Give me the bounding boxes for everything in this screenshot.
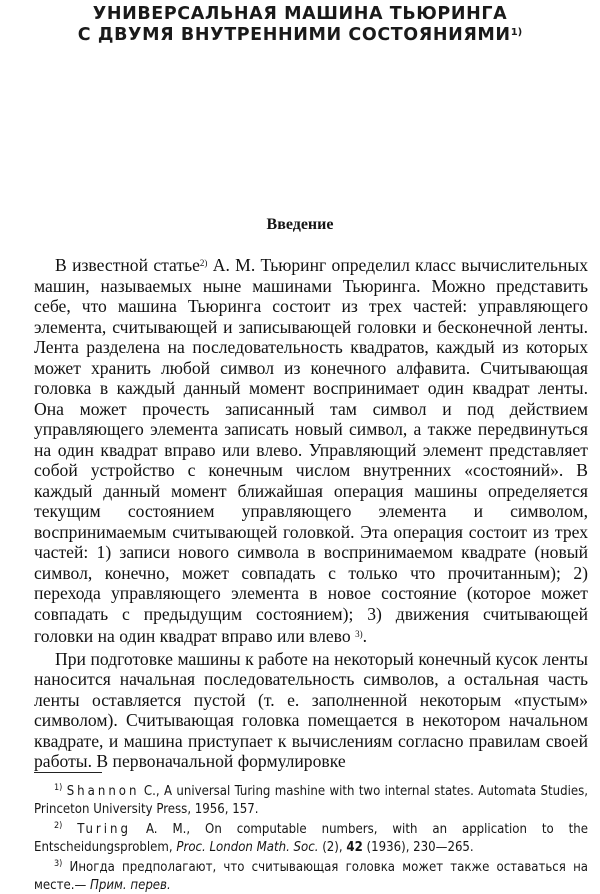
footnote-2-pages: (1936), 230—265. [362, 839, 474, 855]
footnote-1 [34, 780, 588, 818]
footnote-2-journal: Proc. London Math. Soc. [176, 839, 319, 855]
footnote-1-text: A universal Turing mashine with two internal states. Automata Studies, Princeton University Press, 1956, 157. [34, 784, 588, 817]
paragraph-1-body: А. М. Тьюринг определил класс вычислительных машин, называемых ныне машинами Тьюринга. Можно представить себе, что машина Тьюринга состоит из трех частей: управляющего элемента, считывающей и записывающей головки и бесконечной ленты. Лента разделена на последовательность квадратов, каждый из которых может хранить любой символ из конечного алфавита. Считывающая головка в каждый данный момент воспринимает один квадрат ленты. Она может прочесть записанный там символ и под действием управляющего элемента записать новый символ, а также передвинуться на один квадрат вправо или влево. Управляющий элемент представляет собой устройство с конечным числом внутренних «состояний». В каждый данный момент ближайшая операция машины определяется текущим состоянием управляющего элемента и символом, воспринимаемым считывающей головкой. Эта операция состоит из трех частей: 1) записи нового символа в воспринимаемом квадрате (новый символ, конечно, может совпадать с только что прочитанным); 2) перехода управляющего элемента в новое состояние (которое может совпадать с предыдущим состоянием); 3) движения считывающей головки на один квадрат вправо или влево [34, 255, 588, 646]
footnote-2-author: Turing [77, 822, 131, 837]
title-footnote-mark: 1) [510, 27, 523, 38]
footnote-2-text: On computable numbers, with an application to the Entscheidungsproblem, [34, 822, 589, 855]
footnote-3-text: Иногда предполагают, что считывающая головка может также оставаться на месте.— [34, 860, 588, 893]
footnote-3-mark: 3) [54, 859, 63, 869]
paragraph-1-end: . [362, 626, 367, 646]
footnote-2-initials: A. M., [131, 822, 191, 837]
footnotes [34, 780, 588, 894]
footnote-2-volume: 42 [346, 839, 363, 855]
section-heading: Введение [266, 216, 334, 233]
paragraph-2: При подготовке машины к работе на некоторый конечный кусок ленты наносится начальная последовательность символов, а остальная часть ленты оставляется пустой (т. е. заполненной некоторым «пустым» символом). Считывающая головка помещается в некотором начальном квадрате, и машина приступает к вычислениям согласно правилам своей работы. В первоначальной формулировке [34, 648, 588, 771]
footnote-1-mark: 1) [54, 783, 63, 793]
paragraph-1 [34, 253, 588, 647]
title-line-1: УНИВЕРСАЛЬНАЯ МАШИНА ТЬЮРИНГА [92, 4, 508, 24]
footnote-1-initials: C., [139, 784, 160, 799]
footnote-3-note: Прим. перев. [90, 877, 171, 893]
paragraph-1-start: В известной статье [55, 255, 200, 275]
footnote-ref-2: 2) [199, 258, 208, 268]
body-text [34, 253, 588, 772]
title-line-2-text: С ДВУМЯ ВНУТРЕННИМИ СОСТОЯНИЯМИ [77, 25, 511, 45]
footnote-3 [34, 856, 588, 894]
footnote-1-author: Shannon [66, 784, 140, 799]
footnote-2 [34, 818, 588, 856]
title-line-2 [0, 25, 600, 45]
footnote-divider [34, 772, 102, 773]
footnote-2-mark: 2) [54, 821, 63, 831]
footnote-ref-3: 3) [355, 629, 363, 639]
footnote-2-series: (2), [318, 839, 347, 855]
